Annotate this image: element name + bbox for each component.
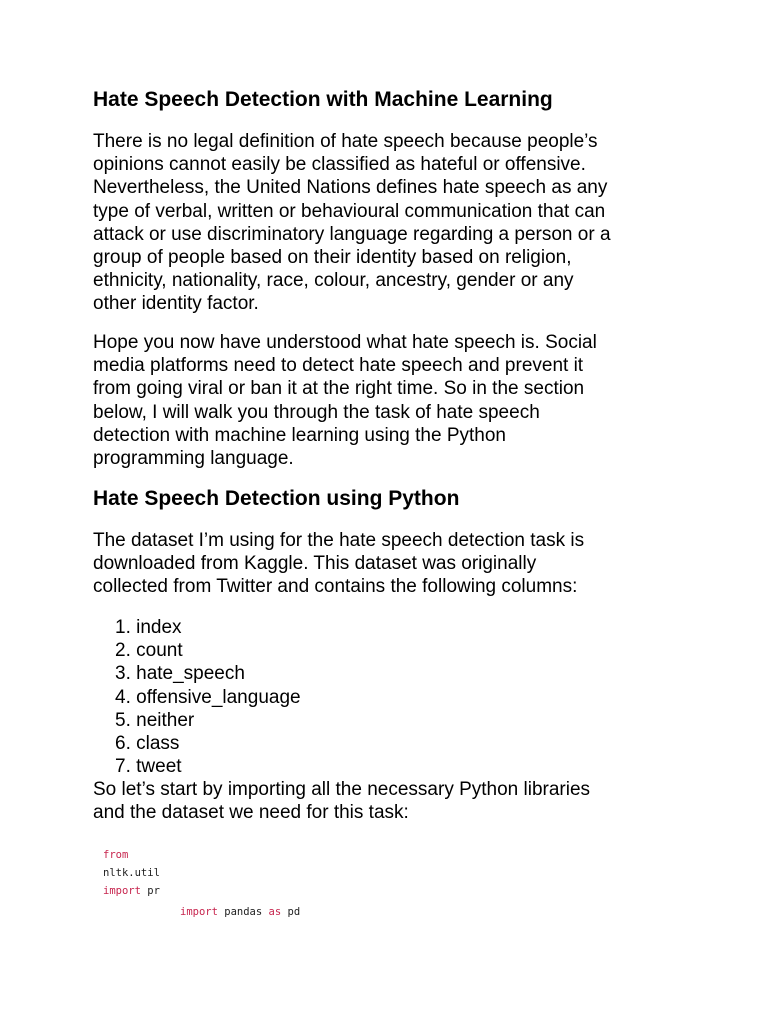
text-line: below, I will walk you through the task of hate speech <box>93 401 540 423</box>
text-line: group of people based on their identity based on religion, <box>93 247 572 269</box>
text-line: Hope you now have understood what hate speech is. Social <box>93 332 597 353</box>
code-keyword: from <box>103 849 129 861</box>
dataset-paragraph <box>93 529 693 599</box>
text-line: media platforms need to detect hate speech and prevent it <box>93 355 584 377</box>
code-keyword: import <box>180 906 218 918</box>
text-line: Nevertheless, the United Nations defines hate speech as any <box>93 177 608 199</box>
text-line: The dataset I’m using for the hate speech detection task is <box>93 530 585 551</box>
second-paragraph <box>93 331 693 470</box>
code-keyword: import <box>103 885 141 897</box>
code-keyword: as <box>268 906 282 918</box>
text-line: type of verbal, written or behavioural communication that can <box>93 200 606 222</box>
list-item: 1. index <box>115 617 182 638</box>
columns-list <box>93 616 693 778</box>
text-line: collected from Twitter and contains the following columns: <box>93 576 578 598</box>
code-text: nltk.util <box>103 867 160 879</box>
section-heading-block <box>93 486 693 512</box>
text-line: So let’s start by importing all the necessary Python libraries <box>93 779 591 800</box>
text-line: other identity factor. <box>93 293 259 315</box>
page-title: Hate Speech Detection with Machine Learning <box>93 88 553 111</box>
text-line: and the dataset we need for this task: <box>93 802 409 824</box>
text-line: downloaded from Kaggle. This dataset was originally <box>93 553 537 575</box>
list-item: 7. tweet <box>115 756 182 778</box>
text-line: programming language. <box>93 448 294 470</box>
intro-paragraph <box>93 130 693 316</box>
import-paragraph <box>93 778 693 824</box>
text-line: ethnicity, nationality, race, colour, ancestry, gender or any <box>93 270 574 292</box>
code-text: pr <box>140 885 160 897</box>
list-item: 4. offensive_language <box>115 686 301 708</box>
document-title-block <box>93 87 693 113</box>
text-line: opinions cannot easily be classified as hateful or offensive. <box>93 154 586 176</box>
code-text: pd <box>281 906 301 918</box>
text-line: detection with machine learning using the Python <box>93 424 506 446</box>
text-line: attack or use discriminatory language regarding a person or a <box>93 223 611 245</box>
code-text: pandas <box>217 906 269 918</box>
list-item: 3. hate_speech <box>115 663 245 685</box>
columns-list-block <box>93 616 693 778</box>
section-heading: Hate Speech Detection using Python <box>93 487 460 510</box>
list-item: 2. count <box>115 640 183 662</box>
list-item: 5. neither <box>115 709 195 731</box>
text-line: There is no legal definition of hate speech because people’s <box>93 131 598 152</box>
text-line: from going viral or ban it at the right time. So in the section <box>93 378 585 400</box>
list-item: 6. class <box>115 733 180 755</box>
